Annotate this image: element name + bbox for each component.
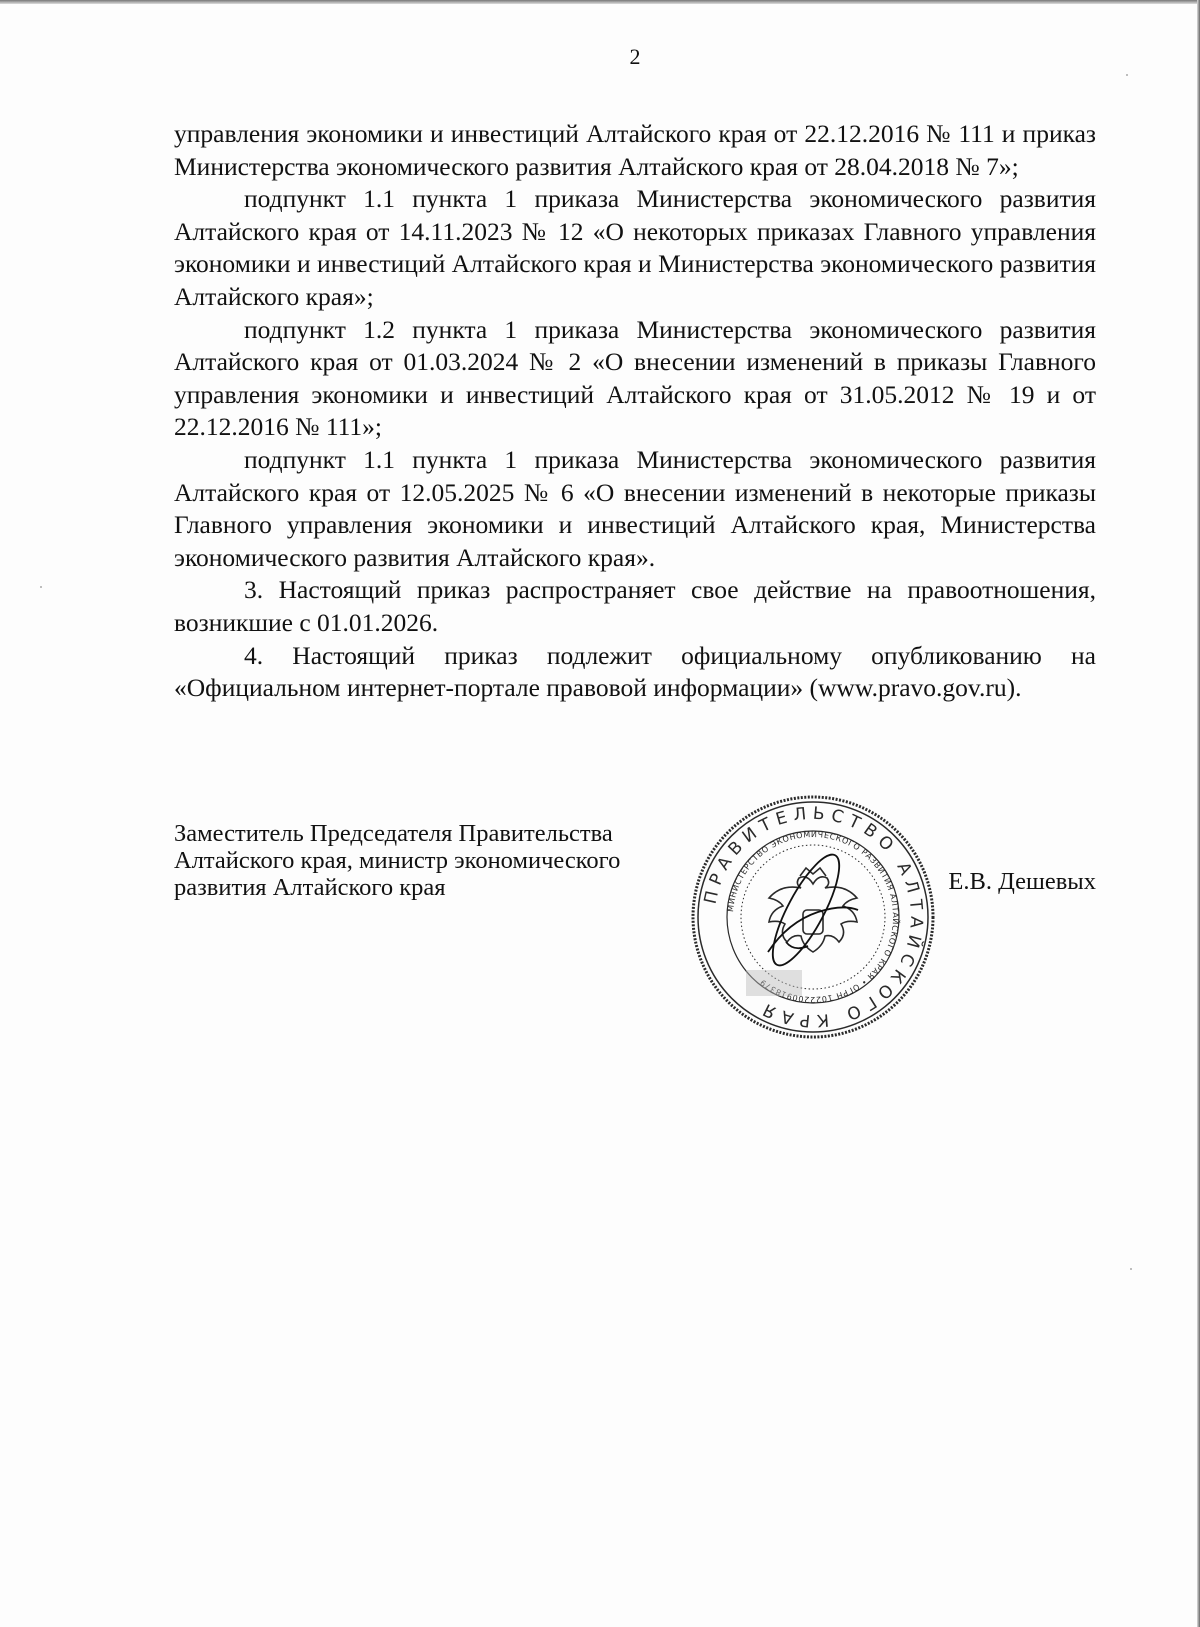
- official-seal: [688, 792, 938, 1042]
- document-body: [174, 118, 1096, 705]
- paragraph: подпункт 1.1 пункта 1 приказа Министерства экономического развития Алтайского края от 14.11.2023 № 12 «О некоторых приказах Главного управления экономики и инвестиций Алтайского края и Министерства экономического развития Алтайского края»;: [174, 184, 1096, 311]
- signer-position-line: развития Алтайского края: [174, 874, 446, 901]
- paragraph: подпункт 1.2 пункта 1 приказа Министерства экономического развития Алтайского края от 01.03.2024 № 2 «О внесении изменений в приказы Главного управления экономики и инвестиций Алтайского края от 31.05.2012 № 19 и от 22.12.2016 № 111»;: [174, 314, 1096, 442]
- seal-inner-text: МИНИСТЕРСТВО ЭКОНОМИЧЕСКОГО РАЗВИТИЯ АЛТАЙСКОГО КРАЯ • ОГРН 1022200918379: [726, 829, 901, 1005]
- paragraph: 3. Настоящий приказ распространяет свое действие на правоотношения, возникшие с 01.01.2026.: [174, 575, 1096, 637]
- page-number: 2: [629, 44, 641, 69]
- paragraph: подпункт 1.1 пункта 1 приказа Министерства экономического развития Алтайского края от 12.05.2025 № 6 «О внесении изменений в некоторые приказы Главного управления экономики и инвестиций Алтайского края, Министерства экономического развития Алтайского края».: [174, 444, 1096, 572]
- signer-position-line: Заместитель Председателя Правительства: [174, 820, 613, 847]
- signer-position: [174, 820, 694, 901]
- page-top-edge: [0, 0, 1200, 4]
- paragraph: 4. Настоящий приказ подлежит официальному опубликованию на «Официальном интернет-портале правовой информации» (www.pravo.gov.ru).: [174, 640, 1096, 703]
- scan-speck: [1126, 74, 1128, 76]
- scan-speck: [1130, 1268, 1132, 1270]
- seal-outer-text: ПРАВИТЕЛЬСТВО АЛТАЙСКОГО КРАЯ: [700, 803, 927, 1031]
- paragraph: управления экономики и инвестиций Алтайского края от 22.12.2016 № 111 и приказ Министерства экономического развития Алтайского края от 28.04.2018 № 7»;: [174, 119, 1096, 181]
- signer-name: Е.В. Дешевых: [948, 868, 1096, 895]
- coat-of-arms-icon: [769, 868, 857, 952]
- scan-speck: [40, 586, 42, 588]
- seal-smudge: [746, 970, 802, 996]
- signer-position-line: Алтайского края, министр экономического: [174, 847, 621, 874]
